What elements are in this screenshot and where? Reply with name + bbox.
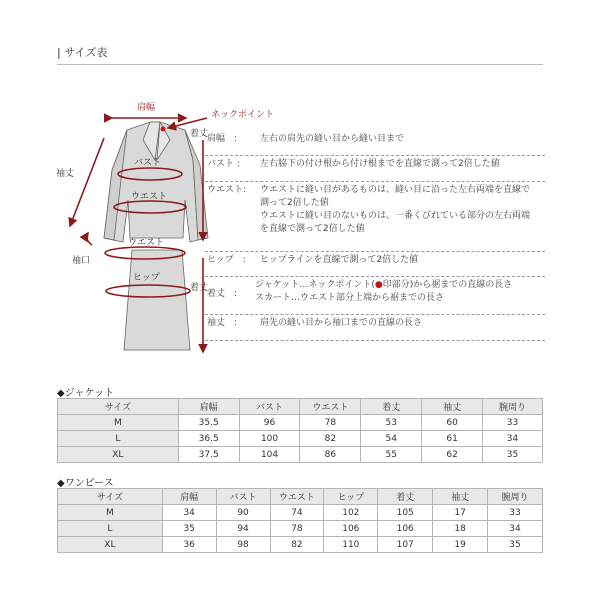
label-waist-jacket: ウエスト	[131, 192, 168, 202]
def-row	[205, 155, 545, 182]
table-cell: 82	[300, 431, 361, 447]
skirt-illustration	[124, 250, 190, 350]
header-cell: バスト	[239, 399, 300, 415]
table-row	[58, 415, 543, 431]
def-row	[205, 181, 545, 252]
table-cell: 36	[162, 537, 216, 553]
def-term: 袖丈 :	[207, 318, 238, 328]
table-cell: 60	[422, 415, 483, 431]
def-line: スカート…ウエスト部分上端から裾までの長さ	[255, 293, 445, 303]
header-cell: ヒップ	[324, 489, 378, 505]
header-cell: 肩幅	[162, 489, 216, 505]
onepiece-size-table	[57, 488, 543, 553]
table-cell: 78	[270, 521, 324, 537]
def-term: ウエスト:	[207, 185, 247, 195]
def-text	[255, 279, 540, 305]
header-cell: 腕周り	[488, 489, 543, 505]
table-cell: 37.5	[178, 447, 239, 463]
table-cell: 96	[239, 415, 300, 431]
table-cell: 110	[324, 537, 378, 553]
table-row	[58, 431, 543, 447]
jacket-illustration	[104, 122, 208, 242]
table-cell: 33	[483, 415, 543, 431]
table-cell: 35.5	[178, 415, 239, 431]
table-row	[58, 537, 543, 553]
def-text	[260, 184, 545, 236]
header-cell: バスト	[216, 489, 270, 505]
table-cell: 82	[270, 537, 324, 553]
def-row	[205, 314, 545, 341]
def-line: 測って2倍した値	[260, 198, 329, 208]
table-cell: 62	[422, 447, 483, 463]
jacket-heading: ◆ジャケット	[57, 388, 114, 399]
header-cell: サイズ	[58, 399, 179, 415]
table-cell: 100	[239, 431, 300, 447]
def-line: 肩先の縫い目から袖口までの直線の長さ	[260, 318, 423, 328]
table-cell: 53	[361, 415, 422, 431]
table-cell: 35	[488, 537, 543, 553]
table-cell: 78	[300, 415, 361, 431]
def-line: 左右脇下の付け根から付け根までを直線で測って2倍した値	[260, 159, 500, 169]
label-kitake-skirt: 着丈	[190, 283, 209, 293]
table-cell: 94	[216, 521, 270, 537]
header-cell: サイズ	[58, 489, 163, 505]
table-cell: 98	[216, 537, 270, 553]
table-row	[58, 521, 543, 537]
table-cell: 61	[422, 431, 483, 447]
def-line: ヒップラインを直線で測って2倍した値	[260, 255, 419, 265]
table-cell: 74	[270, 505, 324, 521]
table-cell: 17	[433, 505, 488, 521]
def-term: ヒップ :	[207, 255, 246, 265]
def-line: ウエストに縫い目があるものは、縫い目に沿った左右両端を直線で	[260, 185, 531, 195]
label-bust: バスト	[134, 158, 162, 168]
table-cell: 106	[378, 521, 433, 537]
table-cell: 19	[433, 537, 488, 553]
def-line: 左右の肩先の縫い目から縫い目まで	[260, 134, 405, 144]
def-line: ウエストに縫い目のないものは、一番くびれている部分の左右両端	[260, 211, 531, 221]
red-dot-marker: ●	[374, 280, 383, 290]
label-kata-haba: 肩幅	[137, 103, 156, 113]
table-cell: 34	[488, 521, 543, 537]
def-line: ジャケット…ネックポイント(●印部分)から裾までの直線の長さ	[255, 280, 513, 290]
label-hip: ヒップ	[133, 273, 160, 283]
table-cell: 33	[488, 505, 543, 521]
table-cell: 35	[162, 521, 216, 537]
def-row	[205, 276, 545, 315]
label-sodetake: 袖丈	[56, 169, 75, 179]
header-cell: ウエスト	[300, 399, 361, 415]
table-cell: 36.5	[178, 431, 239, 447]
def-row	[205, 130, 545, 156]
header-cell: 腕周り	[483, 399, 543, 415]
table-row	[58, 447, 543, 463]
header-cell: 袖丈	[422, 399, 483, 415]
def-text	[260, 254, 545, 267]
page-title: | サイズ表	[57, 46, 108, 59]
def-row	[205, 251, 545, 277]
table-cell: 34	[162, 505, 216, 521]
table-cell: 106	[324, 521, 378, 537]
table-cell: 107	[378, 537, 433, 553]
table-header-row	[58, 489, 543, 505]
def-text	[260, 317, 545, 330]
header-cell: 着丈	[361, 399, 422, 415]
onepiece-heading: ◆ワンピース	[57, 478, 114, 489]
table-row	[58, 505, 543, 521]
table-cell: 35	[483, 447, 543, 463]
header-cell: ウエスト	[270, 489, 324, 505]
label-neck-point: ネックポイント	[211, 110, 275, 120]
size-cell: XL	[58, 447, 179, 463]
size-cell: L	[58, 521, 163, 537]
table-cell: 102	[324, 505, 378, 521]
header-cell: 袖丈	[433, 489, 488, 505]
table-cell: 105	[378, 505, 433, 521]
table-cell: 54	[361, 431, 422, 447]
size-cell: L	[58, 431, 179, 447]
size-cell: M	[58, 415, 179, 431]
jacket-size-table	[57, 398, 543, 463]
label-sodeguchi: 袖口	[72, 256, 91, 266]
def-text	[260, 133, 545, 146]
header-cell: 着丈	[378, 489, 433, 505]
header-cell: 肩幅	[178, 399, 239, 415]
label-kitake-jacket: 着丈	[190, 129, 209, 139]
label-waist-skirt: ウエスト	[128, 238, 165, 248]
table-header-row	[58, 399, 543, 415]
def-term: バスト :	[207, 159, 240, 169]
table-cell: 18	[433, 521, 488, 537]
def-term: 着丈 :	[207, 289, 238, 299]
table-cell: 90	[216, 505, 270, 521]
table-cell: 86	[300, 447, 361, 463]
def-text	[260, 158, 545, 171]
table-cell: 34	[483, 431, 543, 447]
size-cell: M	[58, 505, 163, 521]
def-line: を直線で測って2倍した値	[260, 224, 365, 234]
table-cell: 55	[361, 447, 422, 463]
def-term: 肩幅 :	[207, 134, 238, 144]
table-cell: 104	[239, 447, 300, 463]
size-cell: XL	[58, 537, 163, 553]
